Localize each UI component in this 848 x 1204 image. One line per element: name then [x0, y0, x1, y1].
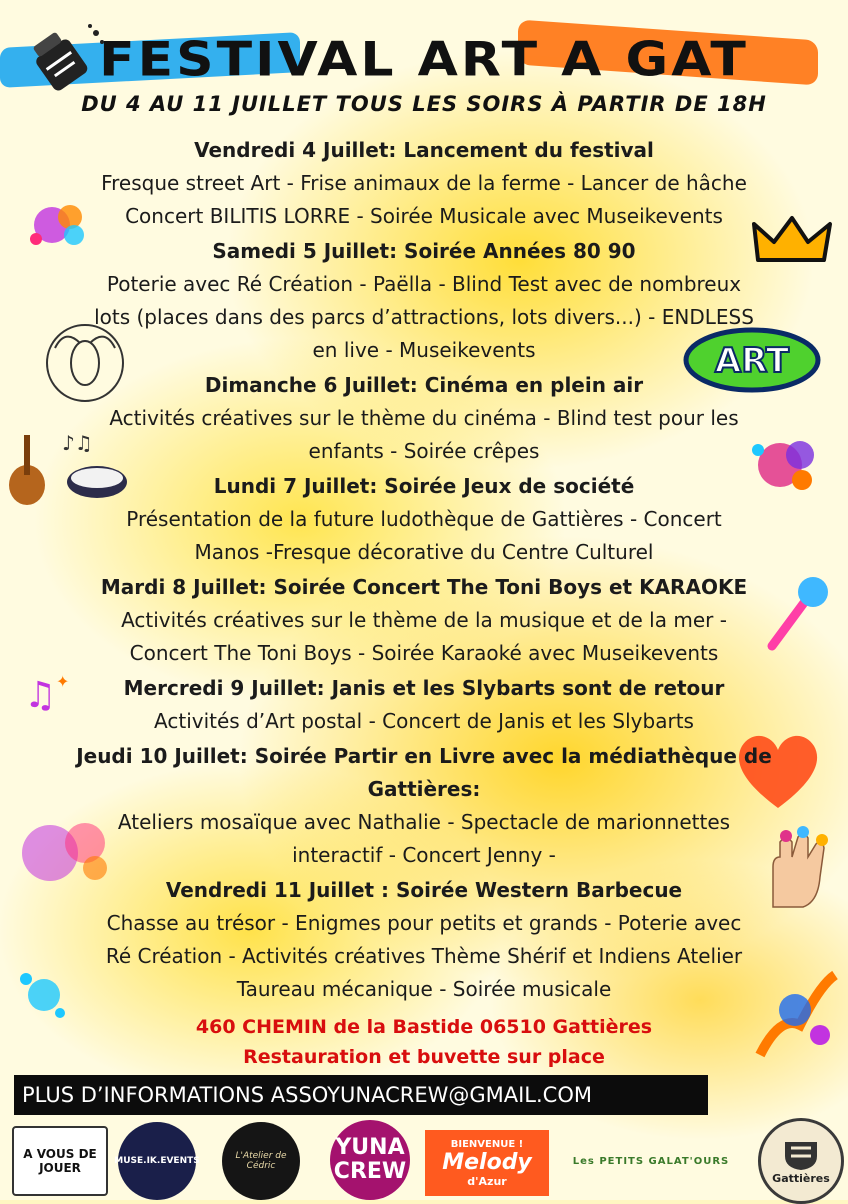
day-desc: en live - Museikevents	[312, 338, 536, 362]
svg-text:♫: ♫	[24, 675, 57, 716]
food-info: Restauration et buvette sur place	[243, 1046, 605, 1068]
day-jeudi-10	[20, 740, 828, 872]
day-desc: enfants - Soirée crêpes	[308, 439, 540, 463]
day-desc: interactif - Concert Jenny -	[292, 843, 556, 867]
logo-text: YUNA	[335, 1135, 405, 1160]
day-desc: lots (places dans des parcs d’attractions, lots divers...) - ENDLESS	[94, 305, 754, 329]
day-desc: Activités créatives sur le thème du cinéma - Blind test pour les	[109, 406, 739, 430]
svg-text:♪♫: ♪♫	[62, 431, 93, 455]
svg-text:ART: ART	[714, 341, 790, 381]
day-title: Mercredi 9 Juillet: Janis et les Slybarts sont de retour	[123, 676, 725, 700]
day-title: Lundi 7 Juillet: Soirée Jeux de société	[213, 474, 635, 498]
svg-text:✦: ✦	[56, 672, 70, 691]
day-title: Samedi 5 Juillet: Soirée Années 80 90	[212, 239, 636, 263]
day-desc: Ateliers mosaïque avec Nathalie - Spectacle de marionnettes	[117, 810, 731, 834]
contact-info: PLUS D’INFORMATIONS ASSOYUNACREW@GMAIL.COM	[14, 1075, 708, 1115]
day-lundi-7	[20, 470, 828, 569]
day-title: Jeudi 10 Juillet: Soirée Partir en Livre avec la médiathèque de Gattières:	[76, 744, 772, 801]
day-desc: Fresque street Art - Frise animaux de la ferme - Lancer de hâche	[101, 171, 747, 195]
logo-text: A VOUS DE JOUER	[23, 1147, 97, 1175]
day-mercredi-9	[20, 672, 828, 738]
logo-text: MUSE.IK.EVENTS	[114, 1156, 200, 1166]
festival-dates: DU 4 AU 11 JUILLET TOUS LES SOIRS À PARTIR DE 18H	[81, 92, 767, 116]
logo-museik-events	[114, 1122, 200, 1200]
day-vendredi-11	[20, 874, 828, 1006]
day-desc: Taureau mécanique - Soirée musicale	[236, 977, 612, 1001]
day-dimanche-6	[20, 369, 828, 468]
logo-melody-azur	[425, 1130, 549, 1196]
day-desc: Chasse au trésor - Enigmes pour petits et grands - Poterie avec	[106, 911, 742, 935]
day-samedi-5	[20, 235, 828, 367]
day-title: Mardi 8 Juillet: Soirée Concert The Toni Boys et KARAOKE	[100, 575, 748, 599]
day-desc: Présentation de la future ludothèque de Gattières - Concert	[126, 507, 722, 531]
day-mardi-8	[20, 571, 828, 670]
day-title: Vendredi 4 Juillet: Lancement du festival	[194, 138, 654, 162]
day-desc: Poterie avec Ré Création - Paëlla - Blind Test avec de nombreux	[106, 272, 742, 296]
logo-text: L'Atelier de Cédric	[235, 1151, 287, 1171]
logo-text: d'Azur	[467, 1174, 507, 1188]
logo-text: Gattières	[772, 1171, 830, 1185]
logo-gattieres	[758, 1118, 844, 1204]
festival-title: FESTIVAL ART A GAT	[99, 33, 749, 87]
day-desc: Activités d’Art postal - Concert de Janis et les Slybarts	[154, 709, 694, 733]
logo-text: Melody	[442, 1149, 532, 1175]
logo-atelier-cedric	[222, 1122, 300, 1200]
day-desc: Activités créatives sur le thème de la musique et de la mer -	[121, 608, 727, 632]
day-desc: Concert BILITIS LORRE - Soirée Musicale avec Museikevents	[125, 204, 723, 228]
day-title: Dimanche 6 Juillet: Cinéma en plein air	[204, 373, 644, 397]
address: 460 CHEMIN de la Bastide 06510 Gattières	[195, 1016, 653, 1038]
logo-petits-galatours	[558, 1146, 744, 1176]
address-block	[0, 1012, 848, 1072]
coat-of-arms-icon	[781, 1138, 821, 1172]
day-vendredi-4	[20, 134, 828, 233]
logo-text: CREW	[333, 1159, 407, 1184]
day-desc: Ré Création - Activités créatives Thème Shérif et Indiens Atelier	[105, 944, 743, 968]
sponsor-logos	[0, 1118, 848, 1200]
day-desc: Manos -Fresque décorative du Centre Culturel	[194, 540, 654, 564]
logo-text: Les PETITS GALAT'OURS	[572, 1155, 730, 1167]
logo-text: BIENVENUE !	[450, 1138, 524, 1150]
logo-yuna-crew	[330, 1120, 410, 1200]
program	[20, 134, 828, 1008]
day-title: Vendredi 11 Juillet : Soirée Western Barbecue	[165, 878, 683, 902]
day-desc: Concert The Toni Boys - Soirée Karaoké avec Museikevents	[129, 641, 719, 665]
logo-a-vous-de-jouer	[12, 1126, 108, 1196]
